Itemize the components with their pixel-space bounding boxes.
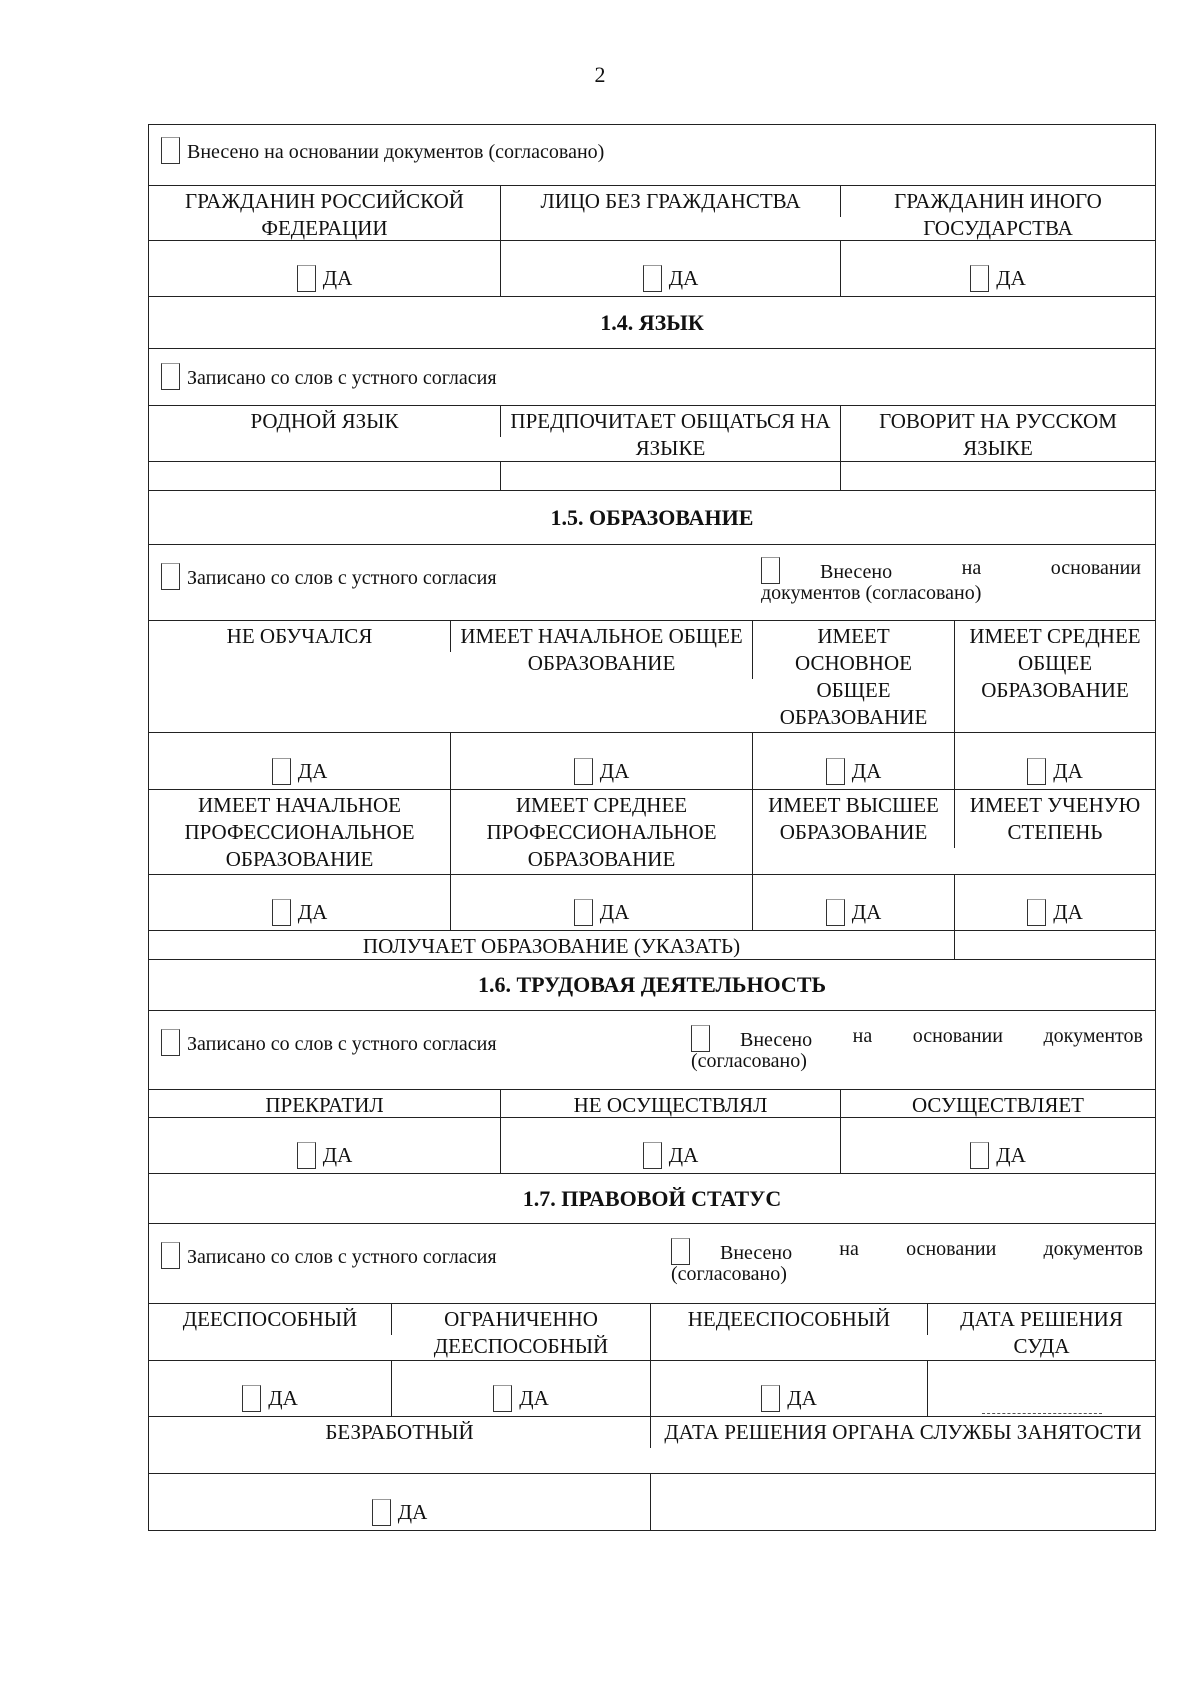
studying-label: ПОЛУЧАЕТ ОБРАЗОВАНИЕ (УКАЗАТЬ) bbox=[149, 931, 955, 959]
unemployed-checkbox[interactable] bbox=[372, 1499, 391, 1526]
secondary-general-checkbox[interactable] bbox=[1027, 758, 1046, 785]
section-title-work: 1.6. ТРУДОВАЯ ДЕЯТЕЛЬНОСТЬ bbox=[149, 960, 1155, 1011]
preferred-language-field[interactable] bbox=[501, 462, 841, 490]
section-title-language: 1.4. ЯЗЫК bbox=[149, 297, 1155, 349]
citizenship-header-row bbox=[149, 186, 1155, 241]
page-number: 2 bbox=[594, 62, 606, 87]
header-never-worked: НЕ ОСУЩЕСТВЛЯЛ bbox=[501, 1090, 841, 1121]
rf-citizen-checkbox[interactable] bbox=[297, 265, 316, 292]
header-basic-general: ИМЕЕТ ОСНОВНОЕ ОБЩЕЕ ОБРАЗОВАНИЕ bbox=[753, 621, 955, 733]
incapable-checkbox[interactable] bbox=[761, 1385, 780, 1412]
header-primary-vocational: ИМЕЕТ НАЧАЛЬНОЕ ПРОФЕССИОНАЛЬНОЕ ОБРАЗОВАНИЕ bbox=[149, 790, 451, 875]
citizenship-note: Внесено на основании документов (согласовано) bbox=[187, 141, 605, 163]
academic-degree-checkbox[interactable] bbox=[1027, 899, 1046, 926]
work-oral-note: Записано со слов с устного согласия bbox=[187, 1033, 497, 1055]
header-court-date: ДАТА РЕШЕНИЯ СУДА bbox=[960, 1307, 1123, 1358]
secondary-vocational-checkbox[interactable] bbox=[574, 899, 593, 926]
language-source-row bbox=[149, 349, 1155, 406]
header-preferred-language: ПРЕДПОЧИТАЕТ ОБЩАТЬСЯ НА ЯЗЫКЕ bbox=[501, 406, 841, 464]
unemployment-yes-row: ДА bbox=[149, 1474, 1155, 1530]
legal-yes-row: ДА ДА ДА bbox=[149, 1361, 1155, 1417]
education-oral-note: Записано со слов с устного согласия bbox=[187, 567, 497, 589]
legal-source-row: Записано со слов с устного согласия Внесено на основании документов (согласовано) bbox=[149, 1224, 1155, 1304]
no-education-checkbox[interactable] bbox=[272, 758, 291, 785]
header-no-education: НЕ ОБУЧАЛСЯ bbox=[149, 621, 451, 652]
oral-consent-checkbox[interactable] bbox=[161, 363, 180, 390]
header-capable: ДЕЕСПОСОБНЫЙ bbox=[149, 1304, 392, 1335]
citizenship-source-row bbox=[149, 125, 1155, 186]
header-stateless: ЛИЦО БЕЗ ГРАЖДАНСТВА bbox=[501, 186, 841, 217]
header-unemployed: БЕЗРАБОТНЫЙ bbox=[149, 1417, 651, 1448]
stateless-checkbox[interactable] bbox=[643, 265, 662, 292]
docs-checkbox[interactable] bbox=[691, 1025, 710, 1052]
oral-consent-checkbox[interactable] bbox=[161, 563, 180, 590]
limited-capable-checkbox[interactable] bbox=[493, 1385, 512, 1412]
primary-vocational-checkbox[interactable] bbox=[272, 899, 291, 926]
speaks-russian-field[interactable] bbox=[841, 462, 1155, 490]
education-yes-row-1: ДА ДА ДА ДА bbox=[149, 733, 1155, 790]
header-incapable: НЕДЕЕСПОСОБНЫЙ bbox=[651, 1304, 928, 1335]
header-secondary-vocational: ИМЕЕТ СРЕДНЕЕ ПРОФЕССИОНАЛЬНОЕ ОБРАЗОВАНИЕ bbox=[451, 790, 753, 875]
work-header-row bbox=[149, 1090, 1155, 1118]
studying-field[interactable] bbox=[955, 931, 1155, 959]
header-stopped: ПРЕКРАТИЛ bbox=[149, 1090, 501, 1121]
work-source-row: Записано со слов с устного согласия Внесено на основании документов (согласовано) bbox=[149, 1011, 1155, 1090]
section-title-legal-status: 1.7. ПРАВОВОЙ СТАТУС bbox=[149, 1174, 1155, 1224]
working-checkbox[interactable] bbox=[970, 1142, 989, 1169]
education-yes-row-2: ДА ДА ДА ДА bbox=[149, 875, 1155, 931]
primary-general-checkbox[interactable] bbox=[574, 758, 593, 785]
education-header-row-2 bbox=[149, 790, 1155, 875]
court-date-line bbox=[982, 1387, 1102, 1414]
header-foreign-citizen: ГРАЖДАНИН ИНОГО ГОСУДАРСТВА bbox=[894, 189, 1102, 240]
education-docs-note: документов (согласовано) bbox=[761, 582, 982, 604]
higher-checkbox[interactable] bbox=[826, 899, 845, 926]
docs-checkbox[interactable] bbox=[161, 137, 180, 164]
header-secondary-general: ИМЕЕТ СРЕДНЕЕ ОБЩЕЕ ОБРАЗОВАНИЕ bbox=[969, 624, 1141, 702]
language-header-row bbox=[149, 406, 1155, 462]
never-worked-checkbox[interactable] bbox=[643, 1142, 662, 1169]
oral-consent-checkbox[interactable] bbox=[161, 1242, 180, 1269]
education-source-row: Записано со слов с устного согласия Внесено на основании документов (согласовано) bbox=[149, 545, 1155, 621]
header-employment-service-date: ДАТА РЕШЕНИЯ ОРГАНА СЛУЖБЫ ЗАНЯТОСТИ bbox=[664, 1420, 1142, 1444]
language-note: Записано со слов с устного согласия bbox=[187, 367, 497, 389]
questionnaire-table bbox=[148, 124, 1156, 1531]
header-primary-general: ИМЕЕТ НАЧАЛЬНОЕ ОБЩЕЕ ОБРАЗОВАНИЕ bbox=[451, 621, 753, 679]
oral-consent-checkbox[interactable] bbox=[161, 1029, 180, 1056]
yes-label: ДА bbox=[322, 266, 353, 290]
yes-label: ДА bbox=[668, 266, 699, 290]
section-title-education: 1.5. ОБРАЗОВАНИЕ bbox=[149, 491, 1155, 545]
work-docs-note: (согласовано) bbox=[691, 1050, 807, 1072]
header-rf-citizen: ГРАЖДАНИН РОССИЙСКОЙ ФЕДЕРАЦИИ bbox=[149, 186, 501, 244]
stopped-checkbox[interactable] bbox=[297, 1142, 316, 1169]
header-speaks-russian: ГОВОРИТ НА РУССКОМ ЯЗЫКЕ bbox=[879, 409, 1117, 460]
studying-row bbox=[149, 931, 1155, 960]
docs-checkbox[interactable] bbox=[671, 1238, 690, 1265]
legal-oral-note: Записано со слов с устного согласия bbox=[187, 1246, 497, 1268]
court-date-field[interactable] bbox=[928, 1361, 1155, 1416]
employment-service-date-field[interactable] bbox=[651, 1474, 1155, 1530]
header-native-language: РОДНОЙ ЯЗЫК bbox=[149, 406, 501, 437]
header-academic-degree: ИМЕЕТ УЧЕНУЮ СТЕПЕНЬ bbox=[969, 793, 1141, 844]
header-limited-capable: ОГРАНИЧЕННО ДЕЕСПОСОБНЫЙ bbox=[392, 1304, 651, 1362]
foreign-citizen-checkbox[interactable] bbox=[970, 265, 989, 292]
header-higher: ИМЕЕТ ВЫСШЕЕ ОБРАЗОВАНИЕ bbox=[753, 790, 955, 848]
header-working: ОСУЩЕСТВЛЯЕТ bbox=[912, 1093, 1084, 1117]
legal-docs-note: (согласовано) bbox=[671, 1263, 787, 1285]
citizenship-yes-row bbox=[149, 241, 1155, 297]
work-yes-row: ДА ДА ДА bbox=[149, 1118, 1155, 1174]
native-language-field[interactable] bbox=[149, 462, 501, 490]
yes-label: ДА bbox=[996, 266, 1026, 290]
docs-checkbox[interactable] bbox=[761, 557, 780, 584]
capable-checkbox[interactable] bbox=[242, 1385, 261, 1412]
unemployment-header-row bbox=[149, 1417, 1155, 1474]
language-input-row bbox=[149, 462, 1155, 491]
basic-general-checkbox[interactable] bbox=[826, 758, 845, 785]
legal-header-row bbox=[149, 1304, 1155, 1361]
education-header-row-1 bbox=[149, 621, 1155, 733]
